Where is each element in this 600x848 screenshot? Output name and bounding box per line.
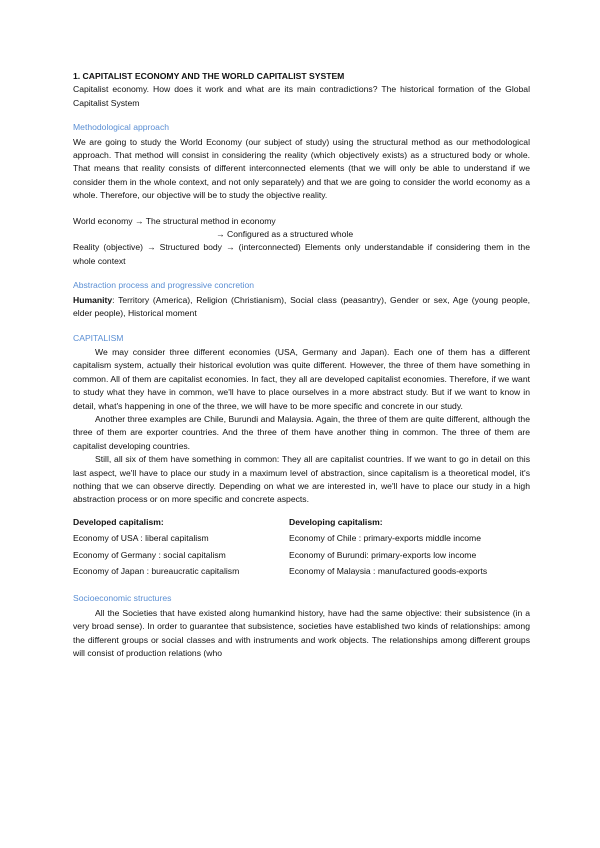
developed-item: Economy of Japan : bureaucratic capitalism <box>73 566 240 576</box>
developing-item: Economy of Malaysia : manufactured goods-exports <box>289 566 488 576</box>
section-heading-abstraction: Abstraction process and progressive concretion <box>73 280 255 291</box>
capitalism-paragraph-2: Another three examples are Chile, Burundi and Malaysia. Again, the three of them are quite different, although the three of them are exporter countries. And the three of them have another thing in common. The three of them are capitalist developing countries. <box>73 413 530 451</box>
capitalism-types-columns <box>73 516 530 582</box>
socioeconomic-paragraph: All the Societies that have existed along humankind history, have had the same objective: their subsistence (in a very broad sense). In order to guarantee that subsistence, societies have established two kinds of relationships: among the different groups or social classes and with instruments and work objects. The relationships among different groups will consist of production relations (who <box>73 607 530 659</box>
developing-item: Economy of Chile : primary-exports middle income <box>289 533 481 544</box>
capitalism-paragraph-1: We may consider three different economies (USA, Germany and Japan). Each one of them has a different capitalism system, actually their historical evolution was quite different. However, the three of them have something in common. All of them are capitalist economies. In fact, they all are developed capitalist economies. Therefore, if we want to study what they have in common, we'll have to place ourselves in a more abstract study. But if we want to know in detail, what's happening in one of the three, we will have to be more specific and concrete in our study. <box>73 346 530 411</box>
developing-title: Developing capitalism: <box>289 516 383 527</box>
developed-item: Economy of USA : liberal capitalism <box>73 533 209 544</box>
developing-column <box>289 516 505 582</box>
capitalism-paragraph-3: Still, all six of them have something in common: They all are capitalist countries. If we want to go in detail on this last aspect, we'll have to place our study in a maximum level of abstraction, since capitalism is a theoretical model, it's nothing that we can observe directly. Depending on what we are interested in, we'll have to place our study in a high abstraction process or on more specific and concrete aspects. <box>73 454 530 505</box>
developed-item: Economy of Germany : social capitalism <box>73 549 226 560</box>
method-line-2: → Configured as a structured whole <box>216 229 354 240</box>
section-heading-capitalism: CAPITALISM <box>73 332 124 343</box>
section-heading-method: Methodological approach <box>73 122 170 133</box>
spacer <box>73 203 530 215</box>
document-page <box>73 70 530 660</box>
abstraction-paragraph <box>73 294 530 321</box>
humanity-label: Humanity <box>73 294 113 305</box>
method-paragraph: We are going to study the World Economy (our subject of study) using the structural method as our methodological approach. That method will consist in considering the reality (which objectively exists) as a structured body or whole. That means that reality consists of different interconnected elements (that we will only be able to understand if we consider them in the whole context, and not only separately) and that we are going to consider the world economy as a whole. Therefore, our objective will be to study the objective reality. <box>73 136 530 201</box>
page-title: 1. CAPITALIST ECONOMY AND THE WORLD CAPITALIST SYSTEM <box>73 71 345 81</box>
developed-title: Developed capitalism: <box>73 516 164 527</box>
method-line-1: World economy → The structural method in economy <box>73 215 276 226</box>
developing-item: Economy of Burundi: primary-exports low income <box>289 549 477 560</box>
method-line-3: Reality (objective) → Structured body → (interconnected) Elements only understandable if considering them in the whole context <box>73 242 530 266</box>
page-subtitle: Capitalist economy. How does it work and what are its main contradictions? The historical formation of the Global Capitalist System <box>73 84 530 108</box>
section-heading-socioeconomic: Socioeconomic structures <box>73 593 172 604</box>
developed-column <box>73 516 289 582</box>
humanity-text: : Territory (America), Religion (Christianism), Social class (peasantry), Gender or sex, Age (young people, elder people), Historical moment <box>73 294 530 319</box>
